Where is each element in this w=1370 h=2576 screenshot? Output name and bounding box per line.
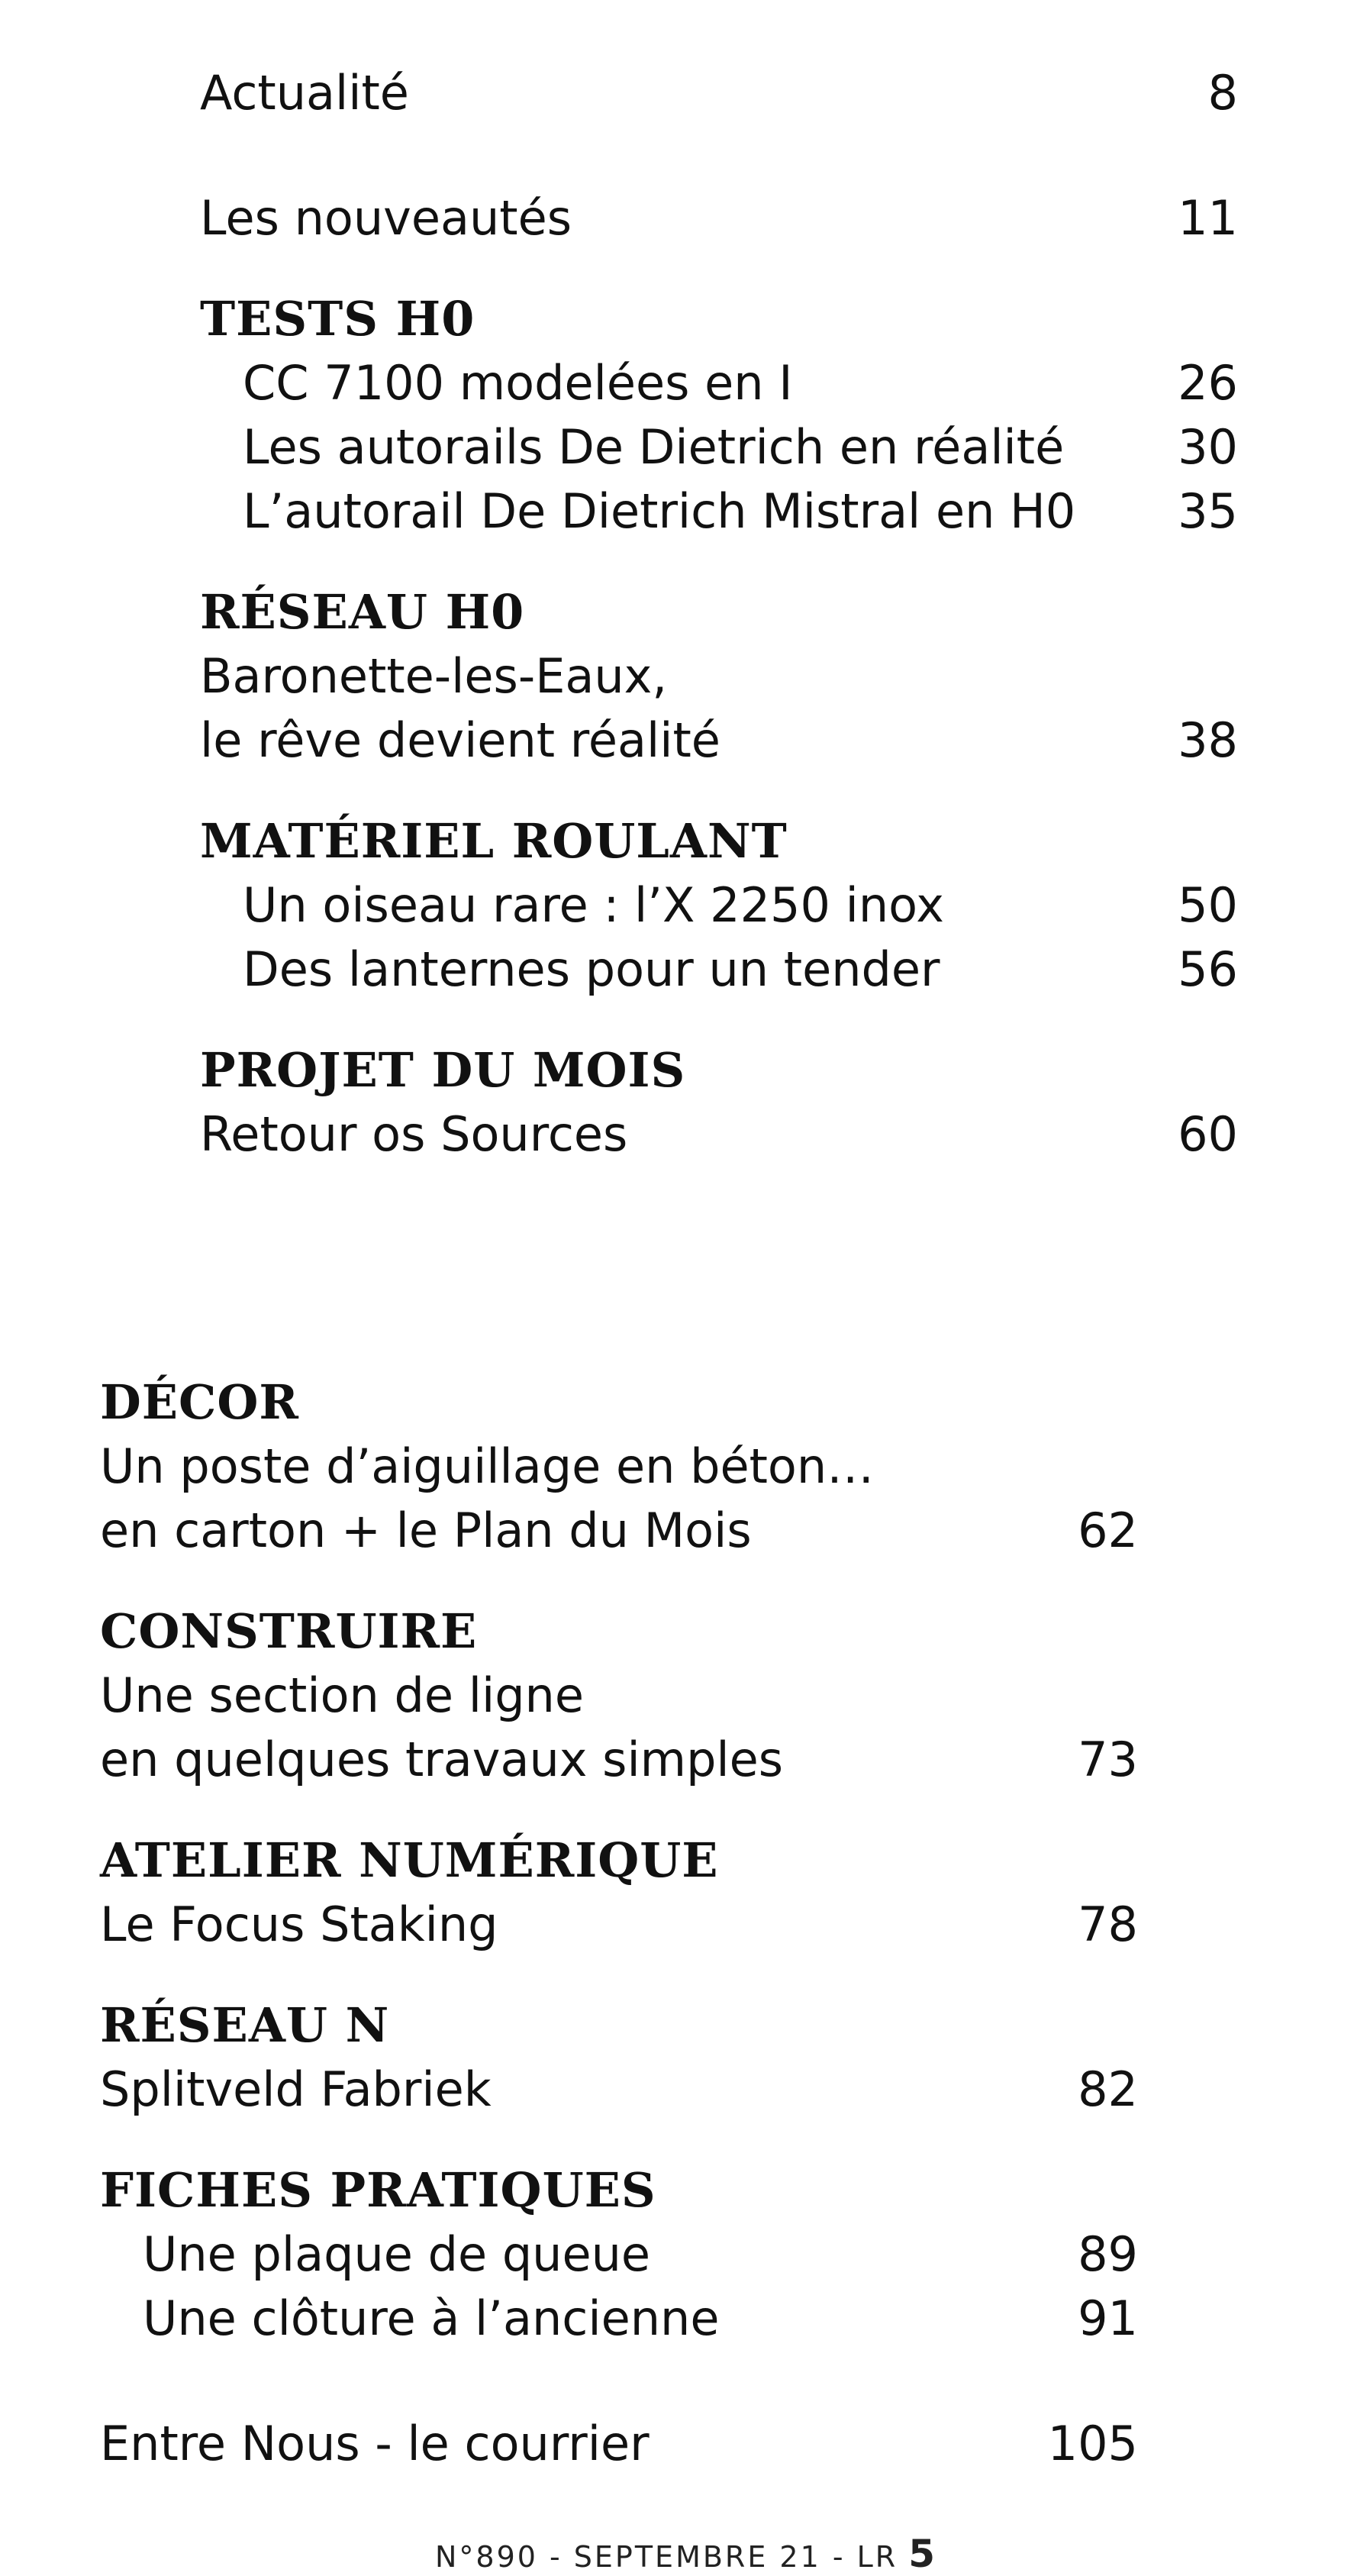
toc-section-reseau-h0 [200,580,1238,644]
entry-page-number: 60 [1178,1106,1238,1162]
section-heading: DÉCOR [100,1374,299,1430]
toc-entry[interactable] [100,1664,1138,1792]
page-number: 5 [908,2532,936,2576]
toc-entry[interactable] [200,351,1238,415]
section-heading: CONSTRUIRE [100,1603,478,1659]
section-heading: MATÉRIEL ROULANT [200,813,788,869]
section-heading: RÉSEAU N [100,1997,390,2053]
toc-entry[interactable] [100,1435,1138,1563]
toc-entry[interactable] [100,2058,1138,2122]
entry-title: Retour os Sources [200,1106,628,1162]
toc-section-atelier-numerique [100,1829,1138,1893]
toc-section-projet-du-mois [200,1038,1238,1102]
entry-title: Une plaque de queue [143,2226,651,2282]
entry-page-number: 38 [1178,712,1238,768]
entry-title-line-2: le rêve devient réalité [200,712,720,768]
entry-page-number: 35 [1178,483,1238,539]
toc-section-decor [100,1370,1138,1435]
toc-entry-nouveautes[interactable] [200,186,1238,250]
toc-entry[interactable] [200,938,1238,1002]
section-heading: ATELIER NUMÉRIQUE [100,1832,719,1888]
issue-info: N°890 - SEPTEMBRE 21 - LR [434,2540,898,2574]
entry-title: CC 7100 modelées en I [243,355,793,411]
entry-page-number: 8 [1207,65,1238,121]
toc-entry-actualite[interactable] [200,61,1238,125]
entry-page-number: 26 [1178,355,1238,411]
toc-section-tests-h0 [200,287,1238,351]
toc-entry[interactable] [100,1893,1138,1957]
entry-page-number: 62 [1078,1503,1138,1558]
toc-entry[interactable] [200,1102,1238,1167]
page-footer [0,2532,1370,2576]
entry-title: Les nouveautés [200,190,572,246]
toc-entry[interactable] [200,644,1238,773]
entry-title: Les autorails De Dietrich en réalité [243,419,1065,475]
section-heading: RÉSEAU H0 [200,584,525,640]
toc-section-materiel-roulant [200,809,1238,873]
toc-section-fiches-pratiques [100,2158,1138,2223]
toc-section-reseau-n [100,1993,1138,2058]
entry-page-number: 78 [1078,1896,1138,1952]
toc-column-lower [100,1370,1138,2476]
entry-title: L’autorail De Dietrich Mistral en H0 [243,483,1076,539]
entry-title: Entre Nous - le courrier [100,2416,650,2471]
toc-column-upper [200,61,1238,1167]
section-heading: PROJET DU MOIS [200,1042,686,1098]
toc-section-construire [100,1600,1138,1664]
entry-title-line-2: en quelques travaux simples [100,1732,784,1787]
entry-title: Une clôture à l’ancienne [143,2290,720,2346]
entry-title: Actualité [200,65,409,121]
entry-page-number: 82 [1078,2061,1138,2117]
entry-title-line-1: Une section de ligne [100,1667,584,1723]
entry-title: Un oiseau rare : l’X 2250 inox [243,877,944,933]
toc-entry[interactable] [200,479,1238,544]
entry-page-number: 11 [1178,190,1238,246]
entry-title: Splitveld Fabriek [100,2061,492,2117]
toc-entry[interactable] [100,2287,1138,2351]
entry-title: Des lanternes pour un tender [243,941,940,997]
toc-entry[interactable] [200,415,1238,479]
entry-page-number: 91 [1078,2290,1138,2346]
entry-page-number: 30 [1178,419,1238,475]
entry-title-line-1: Un poste d’aiguillage en béton… [100,1438,875,1494]
entry-page-number: 73 [1078,1732,1138,1787]
section-heading: FICHES PRATIQUES [100,2162,656,2218]
toc-entry[interactable] [100,2223,1138,2287]
entry-page-number: 105 [1047,2416,1138,2471]
entry-page-number: 89 [1078,2226,1138,2282]
entry-page-number: 50 [1178,877,1238,933]
entry-page-number: 56 [1178,941,1238,997]
toc-entry[interactable] [200,873,1238,938]
toc-entry-entre-nous[interactable] [100,2412,1138,2476]
section-heading: TESTS H0 [200,291,475,347]
entry-title-line-1: Baronette-les-Eaux, [200,648,668,704]
entry-title-line-2: en carton + le Plan du Mois [100,1503,752,1558]
entry-title: Le Focus Staking [100,1896,498,1952]
